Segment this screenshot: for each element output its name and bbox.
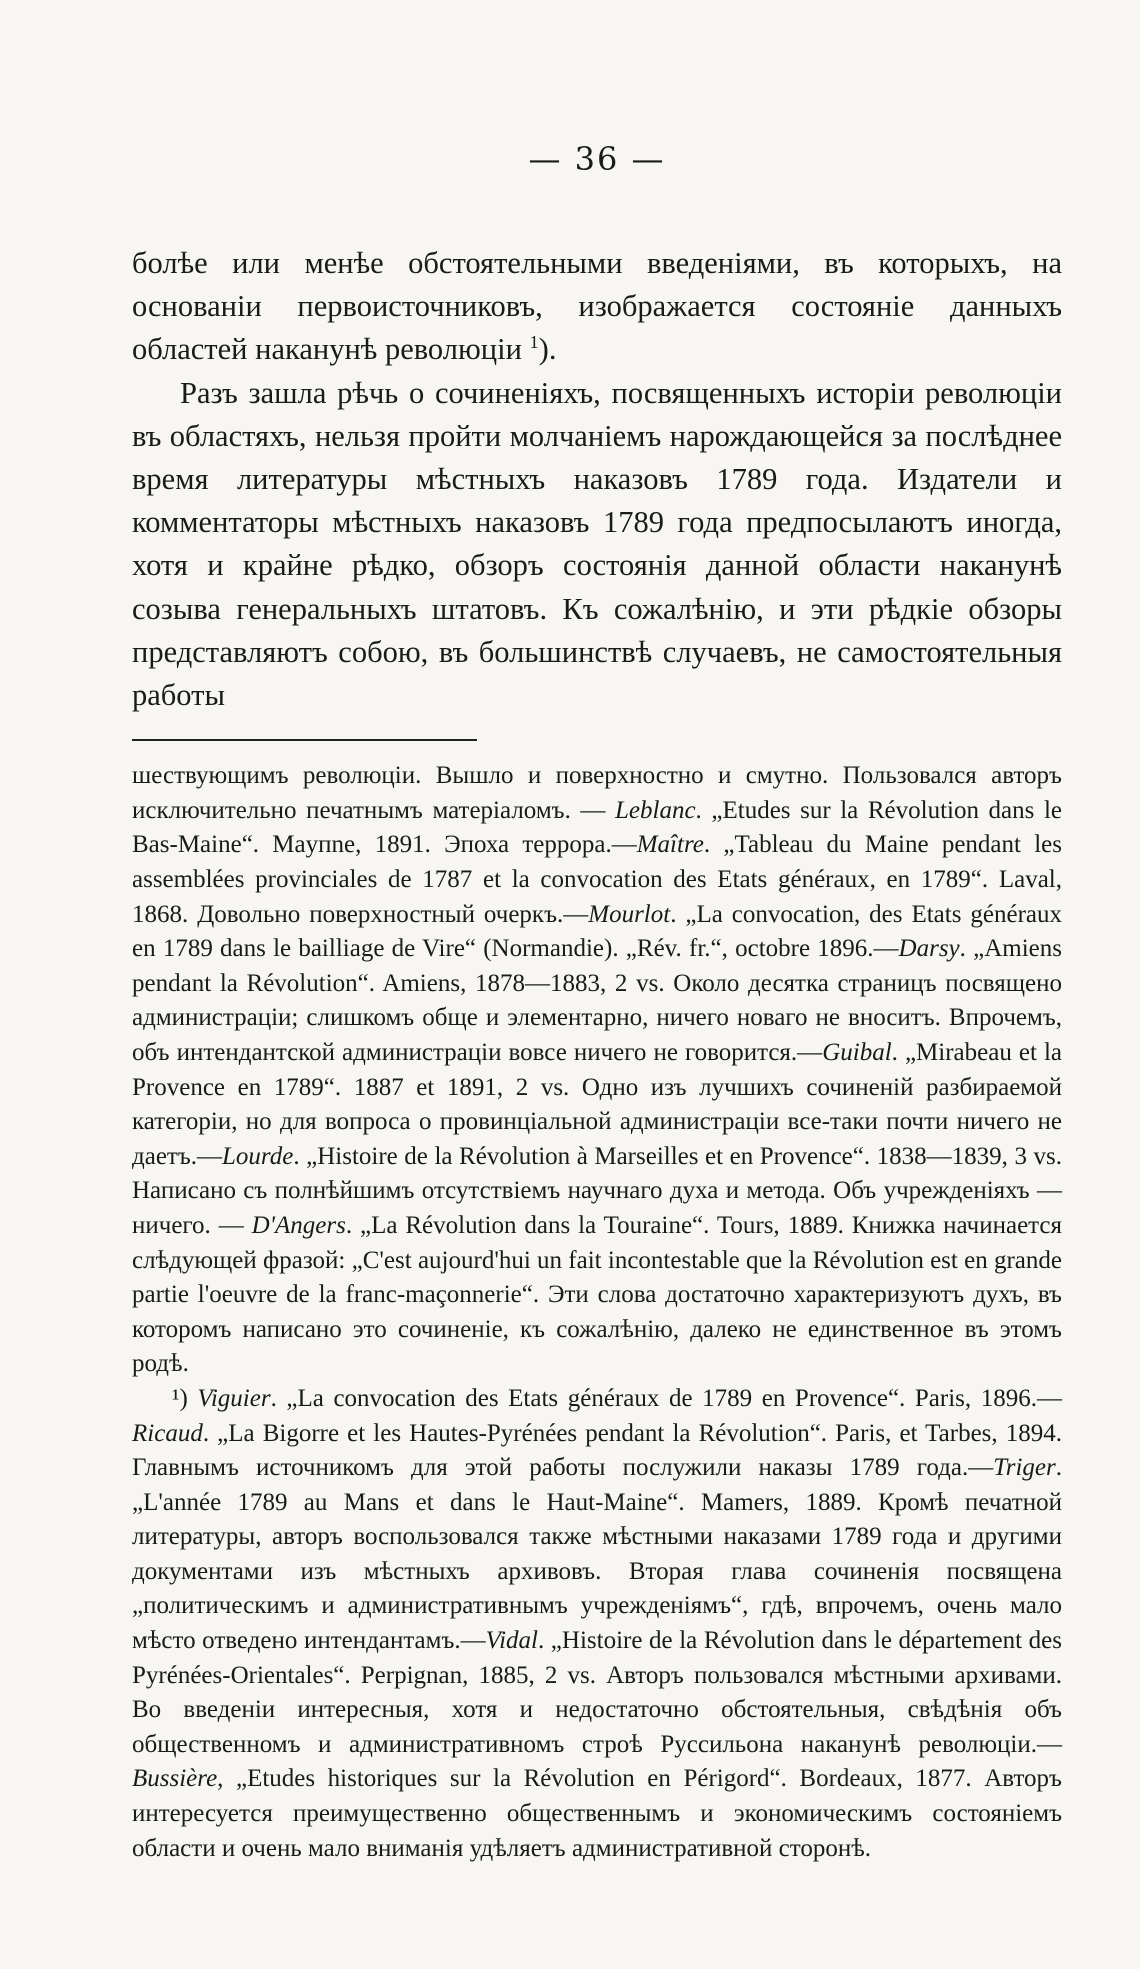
note-text: . „La Révolution dans la Touraine“. Tours, 1889. Книжка начинается слѣдующей фразой: „C'est aujourd'hui un fait incontestable que la Révolution est en grande partie l'oeuvre de la franc-maçonnerie“. Эти слова достаточно характеризуютъ духъ, въ которомъ написано это сочиненіе, къ сожалѣнію, далеко не единственное въ этомъ родѣ. [132,1211,1063,1378]
note-text: . „Etudes sur la Révolution dans le Bas-Maine“. Mayпne, 1891. Эпоха террора.— [132,796,1063,859]
footnotes [132,759,1062,1866]
note-text: . „Amiens pendant la Révolution“. Amiens, 1878—1883, 2 vs. Около десятка страницъ посвящено администраціи; слишкомъ обще и элементарно, ничего новаго не вноситъ. Впрочемъ, объ интендантской администраціи вовсе ничего не говорится.— [132,935,1062,1066]
author-leblanc: Leblanc [615,796,696,824]
author-darsy: Darsy [898,935,960,963]
page [132,140,1062,1866]
author-bussiere: Bussière [132,1765,218,1793]
author-lourde: Lourde [222,1142,294,1170]
note-text: . „La convocation, des Etats généraux en 1789 dans le bailliage de Vire“ (Normandie). „Rév. fr.“, octobre 1896.— [132,900,1062,963]
note-text: . „Mirabeau et la Provence en 1789“. 1887 et 1891, 2 vs. Одно изъ лучшихъ сочиненій разбираемой категоріи, но для вопроса о провинціальной администраціи все-таки почти ничего не даетъ.— [132,1038,1062,1170]
footnote-continued [132,759,1062,1382]
note-text: . „La Bigorre et les Hautes-Pyrénées pendant la Révolution“. Paris, et Tarbes, 1894. Главнымъ источникомъ для этой работы послужили наказы 1789 года.— [132,1419,1062,1482]
author-maitre: Maître [636,831,704,859]
author-mourlot: Mourlot [588,900,671,928]
paragraph-1-text: болѣе или менѣе обстоятельными введеніями, въ которыхъ, на основаніи первоисточниковъ, изображается состояніе данныхъ областей наканунѣ революціи [132,246,1062,367]
note-text: . „L'année 1789 au Mans et dans le Haut-Maine“. Mamers, 1889. Кромѣ печатной литературы, авторъ воспользовался также мѣстными наказами 1789 года и другими документами изъ мѣстныхъ архивовъ. Вторая глава сочиненія посвящена „политическимъ и административнымъ учрежденіямъ“, гдѣ, впрочемъ, очень мало мѣсто отведено интендантамъ.— [132,1454,1062,1655]
footnote-separator [132,739,477,741]
note-text: . „Tableau du Maine pendant les assemblées provinciales de 1787 et la convocation des Etats généraux, en 1789“. Laval, 1868. Довольно поверхностный очеркъ.— [132,831,1062,928]
author-vidal: Vidal [485,1627,538,1655]
author-viguier: Viguier [197,1384,271,1412]
author-triger: Triger [993,1454,1056,1482]
note-text: . „Histoire de la Révolution dans le département des Pyrénées-Orientales“. Perpignan, 1885, 2 vs. Авторъ пользовался мѣстными архивами. Во введеніи интересныя, хотя и недостаточно обстоятельныя, свѣдѣнія объ общественномъ и административномъ строѣ Руссильона наканунѣ революціи.— [132,1627,1063,1758]
author-dangers: D'Angers [251,1211,346,1239]
paragraph-2: Разъ зашла рѣчь о сочиненіяхъ, посвященныхъ исторіи революціи въ областяхъ, нельзя пройти молчаніемъ нарождающейся за послѣднее время литературы мѣстныхъ наказовъ 1789 года. Издатели и комментаторы мѣстныхъ наказовъ 1789 года предпосылаютъ иногда, хотя и крайне рѣдко, обзоръ состоянія данной области наканунѣ созыва генеральныхъ штатовъ. Къ сожалѣнію, и эти рѣдкіе обзоры представляютъ собою, въ большинствѣ случаевъ, не самостоятельныя работы [132,375,1062,713]
footnote-marker: ¹) [172,1384,198,1412]
author-guibal: Guibal [822,1038,892,1066]
footnote-1 [132,1382,1062,1866]
note-text: , „Etudes historiques sur la Révolution en Périgord“. Bordeaux, 1877. Авторъ интересуется преимущественно общественнымъ и экономическимъ состояніемъ области и очень мало вниманія удѣляетъ административной сторонѣ. [132,1765,1062,1862]
note-text: . „La convocation des Etats généraux de 1789 en Provence“. Paris, 1896.— [270,1384,1062,1412]
main-text [132,242,1062,717]
paragraph-1-end: ). [538,332,557,367]
author-ricaud: Ricaud [132,1419,203,1447]
paragraph-continuation [132,242,1062,372]
page-number: — 36 — [528,140,666,178]
note-text: . „Histoire de la Révolution à Marseilles et en Provence“. 1838—1839, 3 vs. Написано съ полнѣйшимъ отсутствіемъ научнаго духа и метода. Объ учрежденіяхъ — ничего. — [132,1142,1062,1239]
note-text: шествующимъ революціи. Вышло и поверхностно и смутно. Пользовался авторъ исключительно печатнымъ матеріаломъ. — [132,762,1062,824]
footnote-reference-1: 1 [529,332,539,353]
